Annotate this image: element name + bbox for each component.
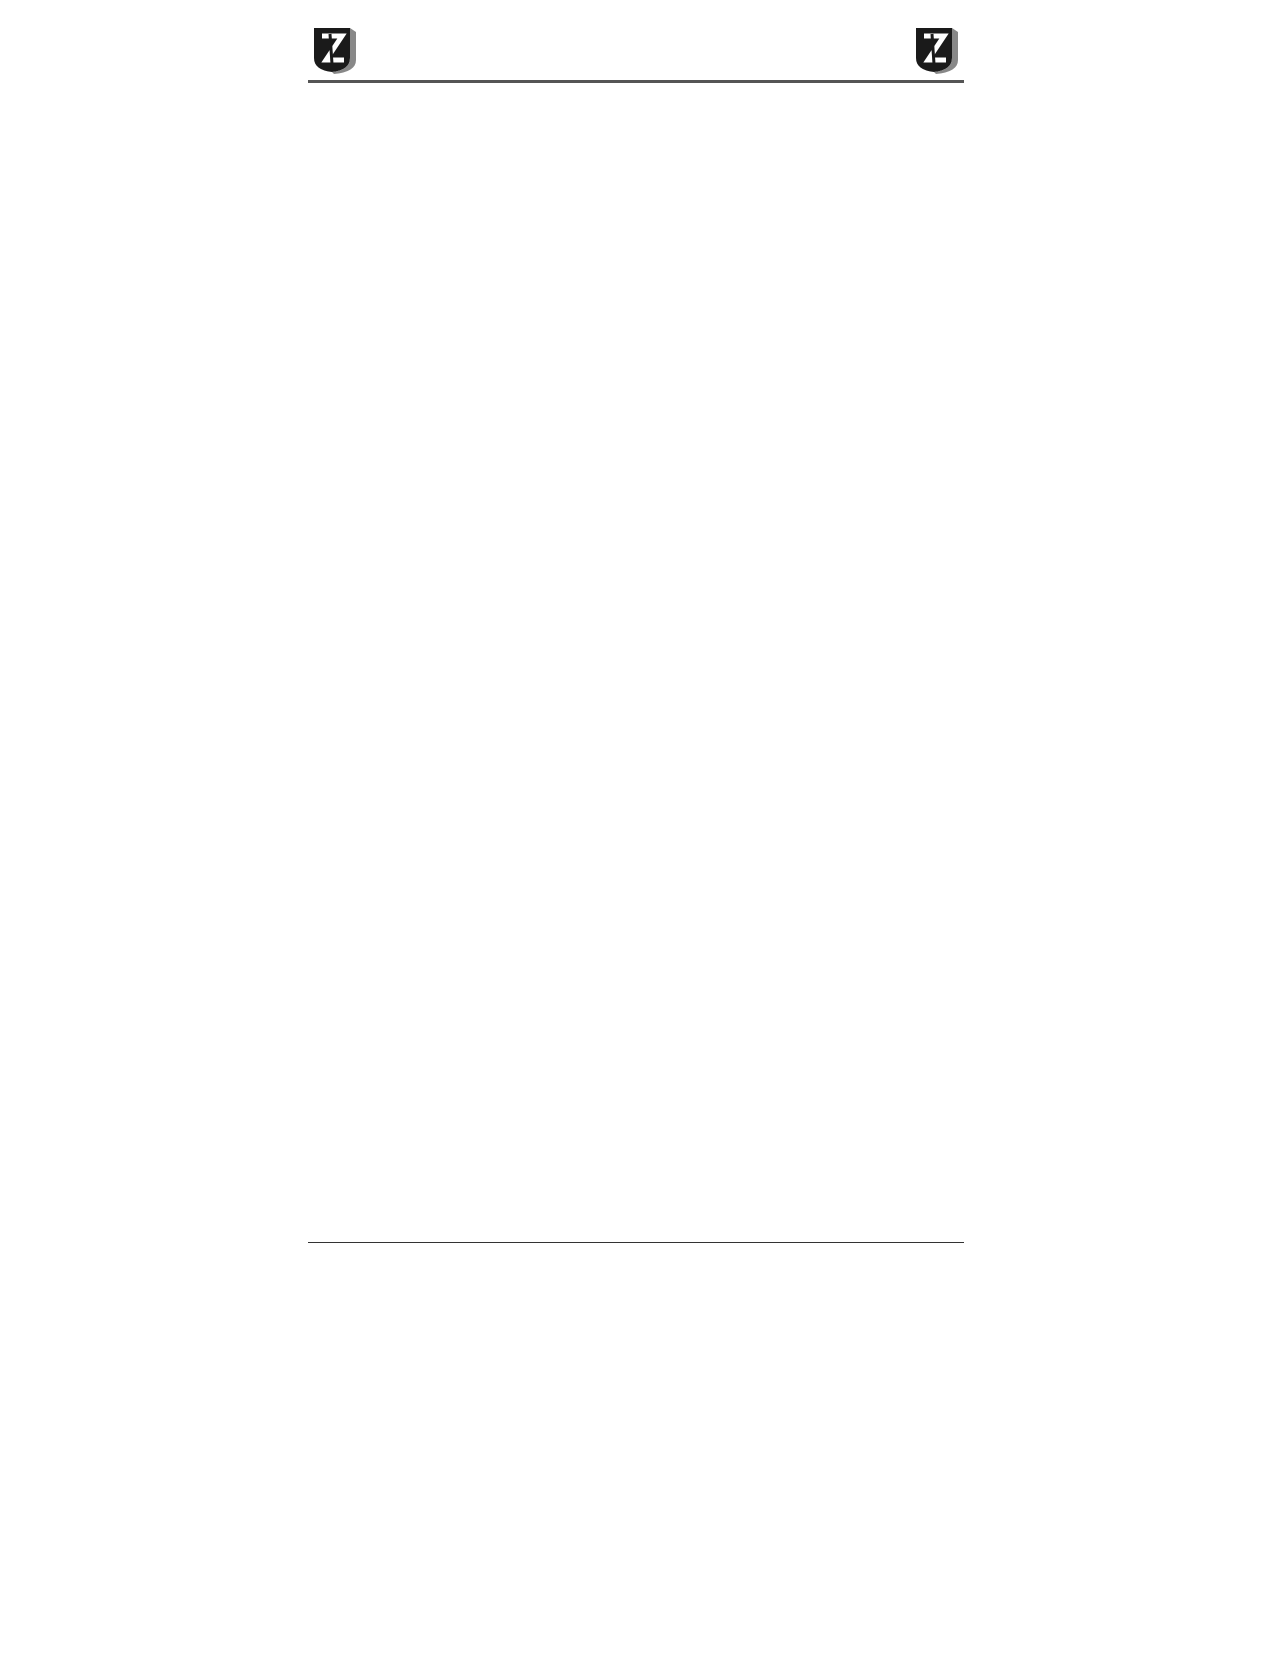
fz-emblem-icon — [310, 24, 358, 74]
page-footer — [308, 1242, 964, 1248]
footer-rule — [308, 1242, 964, 1243]
page-header — [308, 18, 964, 84]
header-rule — [308, 80, 964, 83]
fz-emblem-icon — [912, 24, 960, 74]
document-body — [313, 86, 963, 96]
